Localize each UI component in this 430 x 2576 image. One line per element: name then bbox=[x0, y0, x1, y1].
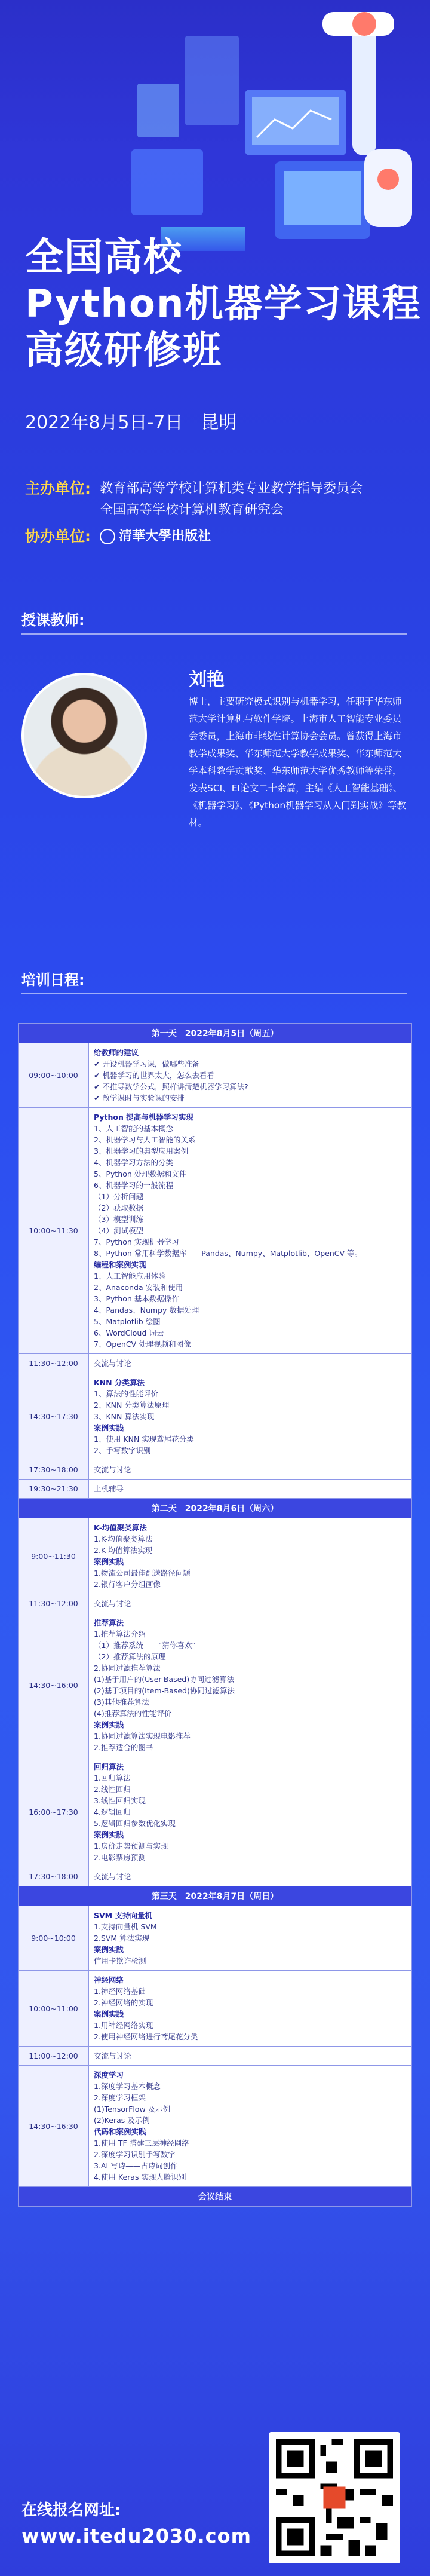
schedule-row bbox=[19, 1354, 412, 1373]
session-content bbox=[89, 1971, 412, 2047]
page-title bbox=[25, 234, 422, 374]
schedule-row bbox=[19, 1518, 412, 1594]
schedule-row bbox=[19, 2066, 412, 2187]
co-label: 协办单位: bbox=[25, 528, 91, 545]
hero-banner bbox=[0, 0, 430, 454]
session-line: 1.深度学习基本概念 bbox=[94, 2082, 161, 2091]
session-line: 案例实践 bbox=[94, 1557, 124, 1566]
session-line: 2.银行客户分组画像 bbox=[94, 1580, 161, 1589]
schedule-row bbox=[19, 1906, 412, 1971]
schedule-section-title: 培训日程: bbox=[22, 972, 85, 988]
session-time: 14:30~17:30 bbox=[19, 1373, 89, 1460]
session-line: 2.使用神经网络进行鸢尾花分类 bbox=[94, 2032, 198, 2041]
session-line: 5.逻辑回归参数优化实现 bbox=[94, 1819, 176, 1828]
qr-code[interactable] bbox=[269, 2432, 400, 2563]
session-line: 案例实践 bbox=[94, 1945, 124, 1954]
session-line: 1.支持向量机 SVM bbox=[94, 1922, 157, 1931]
session-content bbox=[89, 1043, 412, 1108]
title-line-3: 高级研修班 bbox=[25, 329, 222, 373]
session-line: KNN 分类算法 bbox=[94, 1378, 145, 1387]
session-content bbox=[89, 2047, 412, 2066]
session-line: 案例实践 bbox=[94, 1830, 124, 1839]
footer bbox=[0, 2390, 430, 2576]
session-line: SVM 支持向量机 bbox=[94, 1911, 152, 1920]
session-content bbox=[89, 1613, 412, 1757]
signup-url[interactable]: www.itedu2030.com bbox=[22, 2525, 251, 2547]
session-line: 案例实践 bbox=[94, 2010, 124, 2018]
schedule-row bbox=[19, 1971, 412, 2047]
session-content bbox=[89, 1518, 412, 1594]
session-line: (3)其他推荐算法 bbox=[94, 1698, 149, 1707]
schedule-row bbox=[19, 1613, 412, 1757]
session-line: （3）模型训练 bbox=[94, 1215, 143, 1224]
session-content bbox=[89, 1108, 412, 1354]
session-line: 2.协同过滤推荐算法 bbox=[94, 1664, 161, 1673]
session-time: 10:00~11:30 bbox=[19, 1108, 89, 1354]
session-line: 神经网络 bbox=[94, 1975, 124, 1984]
session-time: 11:00~12:00 bbox=[19, 2047, 89, 2066]
session-line: 深度学习 bbox=[94, 2070, 124, 2079]
session-line: 2.深度学习识别手写数字 bbox=[94, 2150, 176, 2159]
session-content bbox=[89, 1460, 412, 1480]
session-line: 1、算法的性能评价 bbox=[94, 1389, 158, 1398]
session-line: 1、人工智能的基本概念 bbox=[94, 1124, 173, 1133]
session-time: 9:00~10:00 bbox=[19, 1906, 89, 1971]
schedule-row bbox=[19, 1460, 412, 1480]
session-line: 信用卡欺诈检测 bbox=[94, 1956, 146, 1965]
schedule-row bbox=[19, 1594, 412, 1613]
session-line: (2)基于项目的(Item-Based)协同过滤算法 bbox=[94, 1686, 235, 1695]
session-line: 回归算法 bbox=[94, 1762, 124, 1771]
event-dateline: 2022年8月5日-7日 昆明 bbox=[25, 412, 237, 433]
session-line: Python 提高与机器学习实现 bbox=[94, 1113, 194, 1122]
press-seal-icon bbox=[100, 529, 115, 544]
session-line: 交流与讨论 bbox=[94, 1359, 131, 1368]
session-line: 2、Anaconda 安装和使用 bbox=[94, 1283, 183, 1292]
schedule-row bbox=[19, 1480, 412, 1499]
session-line: 交流与讨论 bbox=[94, 2051, 131, 2060]
session-line: （1）推荐系统——“猜你喜欢” bbox=[94, 1641, 196, 1650]
session-line: 代码和案例实践 bbox=[94, 2127, 146, 2136]
session-line: 4.使用 Keras 实现人脸识别 bbox=[94, 2173, 186, 2182]
session-line: 4、Pandas、Numpy 数据处理 bbox=[94, 1306, 199, 1315]
session-line: 2.深度学习框架 bbox=[94, 2093, 146, 2102]
session-line: 5、Python 处理数据和文件 bbox=[94, 1169, 187, 1178]
session-line: 1.用神经网络实现 bbox=[94, 2021, 153, 2030]
session-line: 1.K-均值聚类算法 bbox=[94, 1534, 153, 1543]
session-line: (1)基于用户的(User-Based)协同过滤算法 bbox=[94, 1675, 235, 1684]
teacher-bio: 博士，主要研究模式识别与机器学习，任职于华东师范大学计算机与软件学院。上海市人工智能专业委员会委员，上海市非线性计算协会会员。曾获得上海市教学成果奖、华东师范大学教学成果奖、华东师范大学本科教学贡献奖、华东师范大学优秀教师等荣誉，发表SCI、EI论文二十余篇，主编《人工智能基础》、《机器学习》、《Python机器学习从入门到实战》等教材。 bbox=[189, 696, 406, 828]
session-line: 交流与讨论 bbox=[94, 1465, 131, 1474]
session-line: 1.物流公司最佳配送路径问题 bbox=[94, 1569, 191, 1578]
session-line: 3、机器学习的典型应用案例 bbox=[94, 1147, 188, 1156]
session-line: 1.推荐算法介绍 bbox=[94, 1629, 146, 1638]
session-line: 2.推荐适合的图书 bbox=[94, 1743, 153, 1752]
session-line: ✔ 机器学习的世界太大，怎么去看看 bbox=[94, 1071, 214, 1080]
session-content bbox=[89, 1906, 412, 1971]
session-line: 交流与讨论 bbox=[94, 1872, 131, 1881]
session-line: 2.SVM 算法实现 bbox=[94, 1934, 150, 1943]
session-time: 14:30~16:30 bbox=[19, 2066, 89, 2187]
session-line: 1、使用 KNN 实现鸢尾花分类 bbox=[94, 1435, 194, 1444]
session-line: （1）分析问题 bbox=[94, 1192, 143, 1201]
session-line: 案例实践 bbox=[94, 1423, 124, 1432]
divider bbox=[22, 633, 407, 635]
session-line: (4)推荐算法的性能评价 bbox=[94, 1709, 172, 1718]
divider bbox=[22, 993, 407, 994]
schedule-row bbox=[19, 1043, 412, 1108]
session-line: 1.使用 TF 搭建三层神经网络 bbox=[94, 2139, 189, 2148]
session-time: 17:30~18:00 bbox=[19, 1867, 89, 1886]
session-content bbox=[89, 1757, 412, 1867]
session-content bbox=[89, 1480, 412, 1499]
session-time: 11:30~12:00 bbox=[19, 1354, 89, 1373]
session-time: 11:30~12:00 bbox=[19, 1594, 89, 1613]
session-time: 17:30~18:00 bbox=[19, 1460, 89, 1480]
session-line: 2、机器学习与人工智能的关系 bbox=[94, 1135, 196, 1144]
session-line: 2.电影票房预测 bbox=[94, 1853, 146, 1862]
session-line: 2、手写数字识别 bbox=[94, 1446, 151, 1455]
day-header-2: 第二天 2022年8月6日（周六） bbox=[19, 1499, 412, 1518]
session-line: 7、Python 实现机器学习 bbox=[94, 1238, 179, 1246]
session-line: 1、人工智能应用体验 bbox=[94, 1272, 166, 1281]
session-line: 1.神经网络基础 bbox=[94, 1987, 146, 1996]
day-header-3: 第三天 2022年8月7日（周日） bbox=[19, 1886, 412, 1906]
host-organizers bbox=[25, 478, 363, 521]
conference-end: 会议结束 bbox=[19, 2187, 412, 2207]
session-line: 3、KNN 算法实现 bbox=[94, 1412, 155, 1421]
host-line-1: 教育部高等学校计算机类专业教学指导委员会 bbox=[100, 481, 363, 496]
session-line: 1.房价走势预测与实现 bbox=[94, 1842, 168, 1851]
tsinghua-press-logo: 清華大學出版社 bbox=[100, 526, 211, 547]
session-line: ✔ 开设机器学习课，做哪些准备 bbox=[94, 1059, 199, 1068]
title-line-1: 全国高校 bbox=[25, 235, 183, 280]
session-line: 3、Python 基本数据操作 bbox=[94, 1294, 179, 1303]
session-time: 16:00~17:30 bbox=[19, 1757, 89, 1867]
schedule-row bbox=[19, 1867, 412, 1886]
session-content bbox=[89, 1867, 412, 1886]
session-line: 8、Python 常用科学数据库——Pandas、Numpy、Matplotlib、OpenCV 等。 bbox=[94, 1249, 363, 1258]
schedule-row bbox=[19, 1757, 412, 1867]
session-line: 推荐算法 bbox=[94, 1618, 124, 1627]
session-line: K-均值聚类算法 bbox=[94, 1523, 147, 1532]
session-line: 给教师的建议 bbox=[94, 1048, 139, 1057]
session-time: 09:00~10:00 bbox=[19, 1043, 89, 1108]
session-line: 4.逻辑回归 bbox=[94, 1808, 131, 1817]
session-line: 6、WordCloud 词云 bbox=[94, 1328, 164, 1337]
schedule-row bbox=[19, 2047, 412, 2066]
session-line: 交流与讨论 bbox=[94, 1599, 131, 1608]
session-line: 5、Matplotlib 绘图 bbox=[94, 1317, 161, 1326]
qr-code-icon bbox=[276, 2439, 393, 2556]
session-line: 上机辅导 bbox=[94, 1484, 124, 1493]
signup-label: 在线报名网址: bbox=[22, 2501, 121, 2519]
host-line-2: 全国高等学校计算机教育研究会 bbox=[100, 503, 284, 517]
session-line: 2.K-均值算法实现 bbox=[94, 1546, 153, 1555]
session-line: 2、KNN 分类算法原理 bbox=[94, 1401, 170, 1410]
session-line: （2）推荐算法的原理 bbox=[94, 1652, 166, 1661]
session-line: 6、机器学习的一般流程 bbox=[94, 1181, 173, 1190]
session-line: 案例实践 bbox=[94, 1720, 124, 1729]
session-content bbox=[89, 1354, 412, 1373]
title-line-2: Python机器学习课程 bbox=[25, 282, 422, 326]
session-time: 10:00~11:00 bbox=[19, 1971, 89, 2047]
session-line: 2.线性回归 bbox=[94, 1785, 131, 1794]
teacher-name: 刘艳 bbox=[189, 669, 225, 690]
session-line: （2）获取数据 bbox=[94, 1203, 143, 1212]
session-line: (1)TensorFlow 及示例 bbox=[94, 2105, 171, 2114]
session-line: 2.神经网络的实现 bbox=[94, 1998, 153, 2007]
schedule-row bbox=[19, 1373, 412, 1460]
session-content bbox=[89, 1373, 412, 1460]
teacher-section-title: 授课教师: bbox=[22, 612, 85, 629]
session-time: 19:30~21:30 bbox=[19, 1480, 89, 1499]
day-header-1: 第一天 2022年8月5日（周五） bbox=[19, 1024, 412, 1043]
session-line: ✔ 教学课时与实验课的安排 bbox=[94, 1094, 185, 1102]
session-line: 1.协同过滤算法实现电影推荐 bbox=[94, 1732, 191, 1741]
session-line: 7、OpenCV 处理视频和图像 bbox=[94, 1340, 191, 1349]
session-time: 14:30~16:00 bbox=[19, 1613, 89, 1757]
session-line: 3.线性回归实现 bbox=[94, 1796, 146, 1805]
session-content bbox=[89, 2066, 412, 2187]
session-line: (2)Keras 及示例 bbox=[94, 2116, 150, 2125]
session-time: 9:00~11:30 bbox=[19, 1518, 89, 1594]
session-line: 4、机器学习方法的分类 bbox=[94, 1158, 173, 1167]
session-line: 3.AI 写诗——古诗词创作 bbox=[94, 2161, 178, 2170]
session-line: ✔ 不推导数学公式，照样讲清楚机器学习算法? bbox=[94, 1082, 248, 1091]
session-line: （4）测试模型 bbox=[94, 1226, 143, 1235]
schedule-table bbox=[18, 1023, 412, 2207]
teacher-avatar bbox=[22, 673, 147, 798]
host-label: 主办单位: bbox=[25, 480, 91, 497]
schedule-row bbox=[19, 1108, 412, 1354]
co-organizer bbox=[25, 526, 211, 547]
session-line: 编程和案例实现 bbox=[94, 1260, 146, 1269]
session-line: 1.回归算法 bbox=[94, 1774, 131, 1782]
session-content bbox=[89, 1594, 412, 1613]
